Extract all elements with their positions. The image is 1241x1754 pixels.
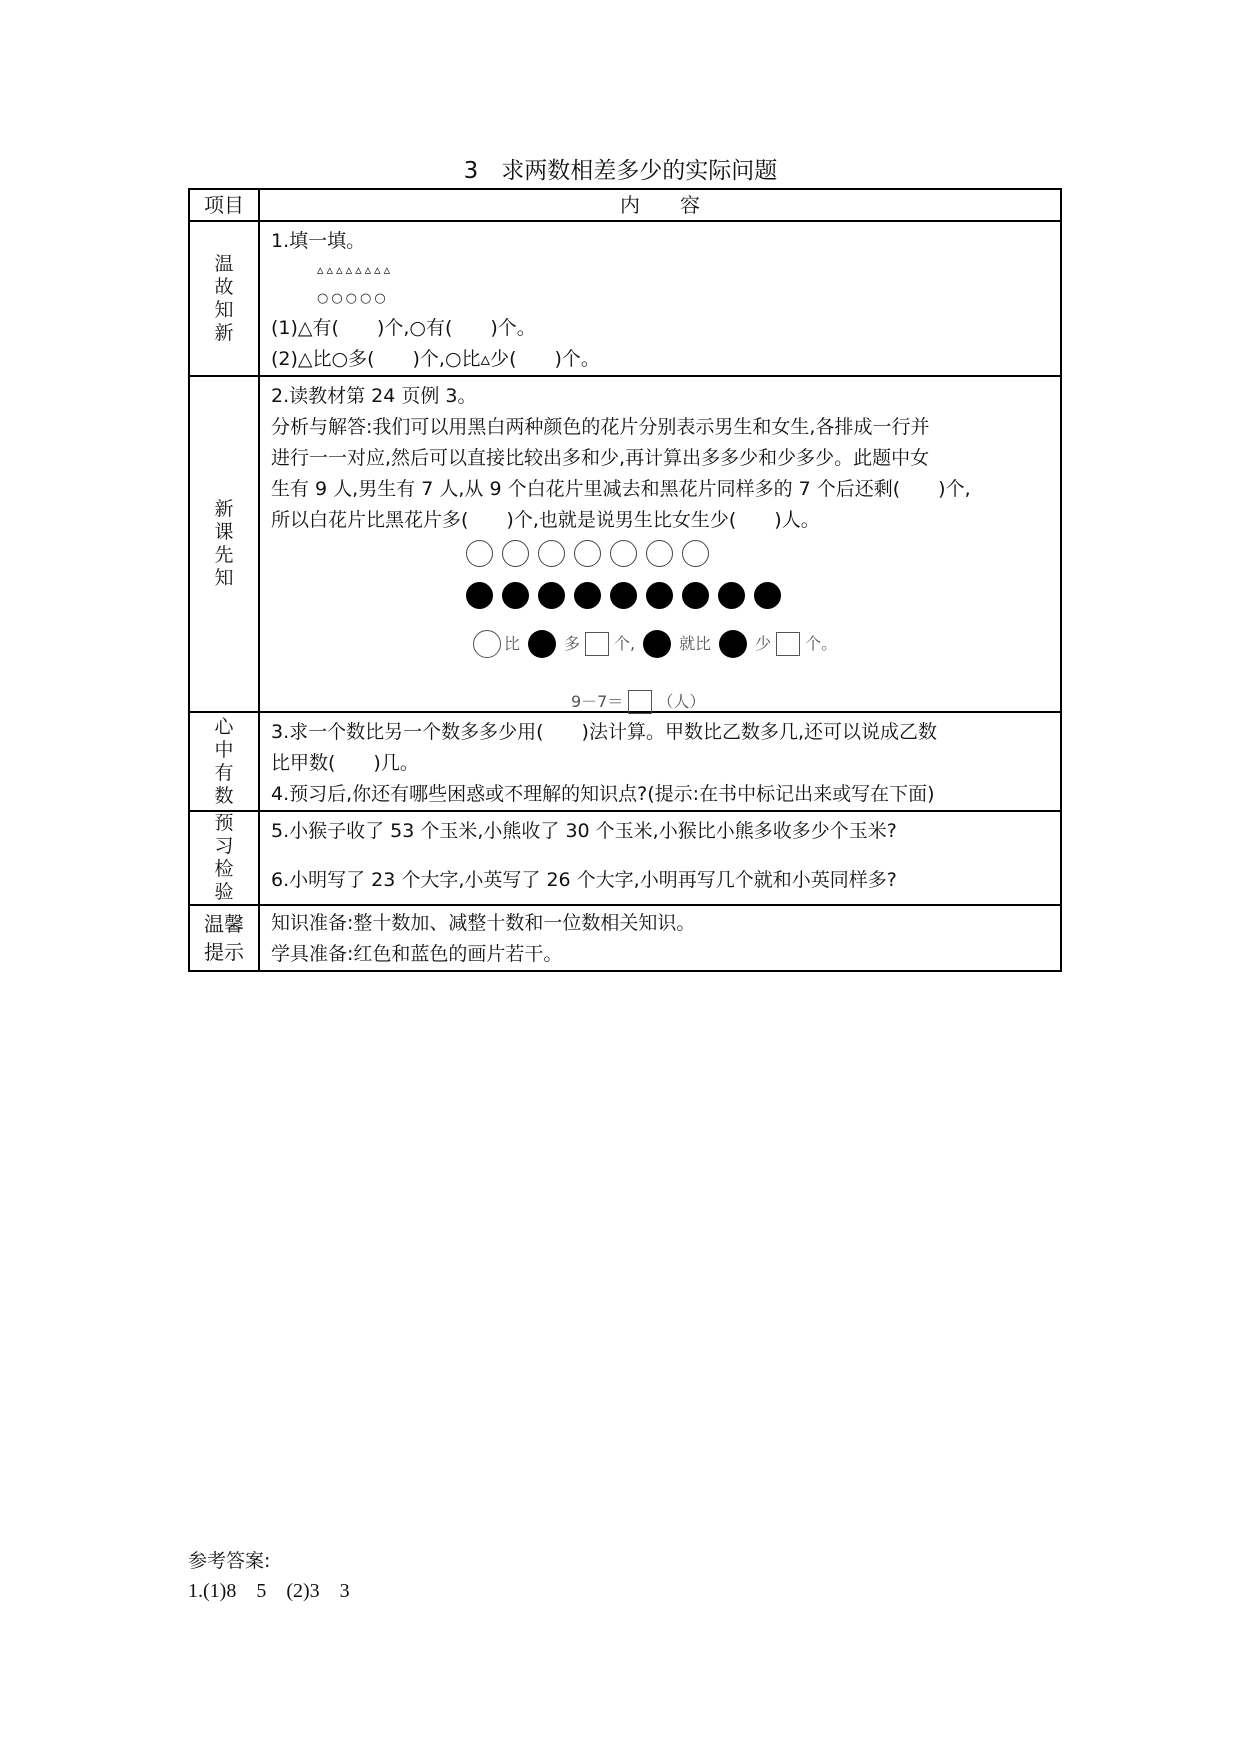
row-label-cell [189,221,259,376]
question-3-line-1: 3.求一个数比另一个数多多少用( )法计算。甲数比乙数多几,还可以说成乙数 [271,721,937,743]
compare-word: 个。 [805,634,838,653]
equation-unit: （人） [657,692,706,711]
answer-title: 参考答案: [188,1550,271,1572]
analysis-line-1: 分析与解答:我们可以用黑白两种颜色的花片分别表示男生和女生,各排成一行并 [271,416,930,438]
black-circle-icon [719,630,747,658]
analysis-line-4: 所以白花片比黑花片多( )个,也就是说男生比女生少( )人。 [271,509,820,531]
white-flower-piece [466,540,493,567]
black-flower-row [466,582,790,609]
white-flower-row [466,540,718,567]
flower-figure [271,536,1050,711]
page-title: 3 求两数相差多少的实际问题 [463,158,778,184]
analysis-line-2: 进行一一对应,然后可以直接比较出多和少,再计算出多多少和少多少。此题中女 [271,447,930,469]
black-flower-piece [502,582,529,609]
black-flower-piece [610,582,637,609]
black-circle-icon [528,630,556,658]
triangle-row: ▵▵▵▵▵▵▵▵ [317,263,394,278]
compare-word: 就比 [679,634,712,653]
row-label: 新课先知 [214,498,234,589]
knowledge-prep: 知识准备:整十数加、减整十数和一位数相关知识。 [271,912,696,934]
table-header-row [189,189,1061,221]
compare-word: 个, [614,634,636,653]
tools-prep: 学具准备:红色和蓝色的画片若干。 [271,943,563,965]
black-flower-piece [754,582,781,609]
row-mind [189,712,1061,811]
row-label: 温馨提示 [204,912,244,964]
row-label-cell [189,811,259,905]
question-5: 5.小猴子收了 53 个玉米,小熊收了 30 个玉米,小猴比小熊多收多少个玉米? [271,820,897,842]
equation-left: 9－7＝ [571,692,624,711]
row-review [189,221,1061,376]
answer-box[interactable] [585,632,609,656]
question-4: 4.预习后,你还有哪些困惑或不理解的知识点?(提示:在书中标记出来或写在下面) [271,783,935,805]
header-content: 内 容 [259,189,1061,221]
row-label-cell [189,376,259,712]
white-circle-icon [473,630,501,658]
circle-row: ○○○○○ [317,291,389,306]
analysis-line-3: 生有 9 人,男生有 7 人,从 9 个白花片里减去和黑花片同样多的 7 个后还剩( )个, [271,478,971,500]
header-item: 项目 [189,189,259,221]
row-content-cell [259,811,1061,905]
black-flower-piece [646,582,673,609]
answer-box[interactable] [628,690,652,714]
row-label: 心中有数 [214,715,234,807]
answer-space[interactable] [271,847,1050,865]
white-flower-piece [682,540,709,567]
row-label: 预习检验 [214,812,234,903]
equation [571,686,705,717]
answer-box[interactable] [776,632,800,656]
compare-word: 比 [504,634,521,653]
question-1-part-2: (2)△比○多( )个,○比▵少( )个。 [271,348,600,370]
question-1-part-1: (1)△有( )个,○有( )个。 [271,317,536,339]
white-flower-piece [502,540,529,567]
row-content-cell [259,905,1061,971]
black-flower-piece [466,582,493,609]
row-content-cell [259,221,1061,376]
black-flower-piece [538,582,565,609]
question-3-line-2: 比甲数( )几。 [271,752,419,774]
question-1-title: 1.填一填。 [271,230,366,252]
compare-sentence [473,628,837,659]
row-check [189,811,1061,905]
row-new-lesson [189,376,1061,712]
black-flower-piece [574,582,601,609]
black-flower-piece [682,582,709,609]
white-flower-piece [538,540,565,567]
row-content-cell [259,376,1061,712]
worksheet-table [188,188,1062,972]
white-flower-piece [610,540,637,567]
question-2-title: 2.读教材第 24 页例 3。 [271,385,477,407]
compare-word: 少 [755,634,772,653]
black-flower-piece [718,582,745,609]
row-label-cell [189,905,259,971]
row-label-cell [189,712,259,811]
compare-word: 多 [564,634,581,653]
question-6: 6.小明写了 23 个大字,小英写了 26 个大字,小明再写几个就和小英同样多? [271,869,897,891]
answer-section [188,1546,350,1606]
answer-line: 1.(1)8 5 (2)3 3 [188,1580,350,1602]
white-flower-piece [646,540,673,567]
row-label: 温故知新 [214,252,234,344]
row-content-cell [259,712,1061,811]
black-circle-icon [643,630,671,658]
white-flower-piece [574,540,601,567]
row-tips [189,905,1061,971]
